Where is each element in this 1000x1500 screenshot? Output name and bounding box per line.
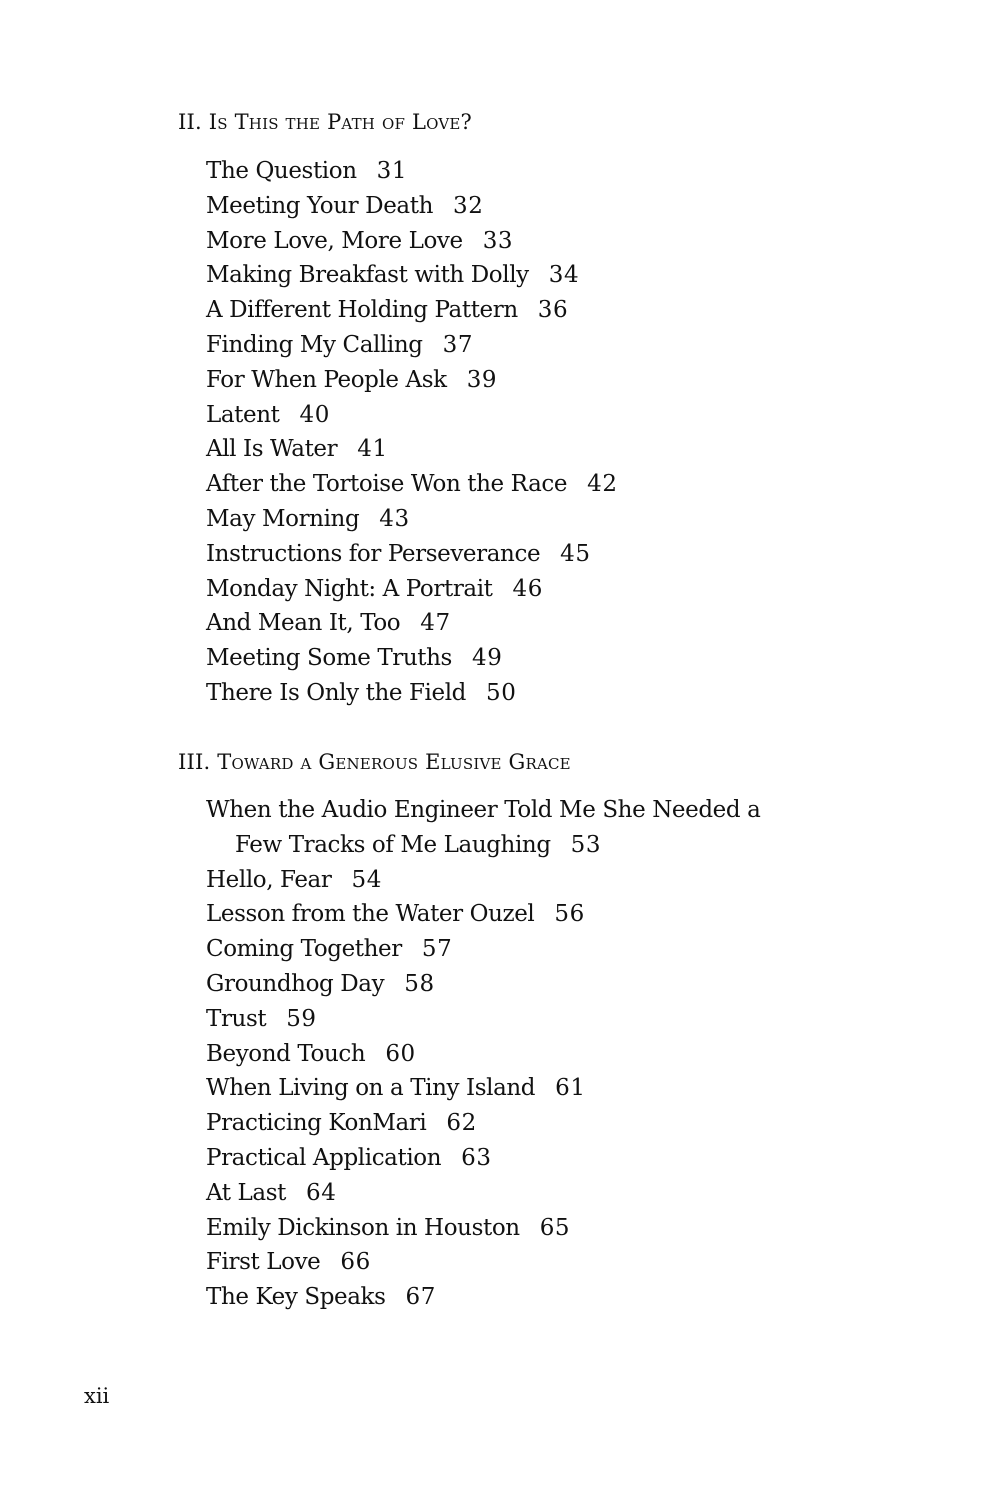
entry-title: And Mean It, Too	[206, 610, 401, 637]
entry-page-number: 65	[539, 1214, 571, 1241]
entry-page-number: 59	[286, 1005, 317, 1032]
toc-entry	[206, 641, 906, 676]
entry-page-number: 42	[587, 471, 618, 498]
entry-title: There Is Only the Field	[206, 679, 466, 706]
toc-entry	[206, 293, 906, 328]
entry-title: Instructions for Perseverance	[206, 540, 541, 567]
entry-page-number: 66	[340, 1249, 371, 1276]
toc-entry	[206, 967, 906, 1002]
entry-title-continuation	[206, 828, 906, 863]
toc-entry	[206, 154, 906, 189]
entry-page-number: 64	[306, 1179, 337, 1206]
entry-title: At Last	[206, 1179, 286, 1206]
entry-title: More Love, More Love	[206, 227, 463, 254]
toc-entry	[206, 328, 906, 363]
entry-page-number: 53	[570, 831, 602, 858]
entry-page-number: 33	[482, 227, 514, 254]
toc-entry	[206, 897, 906, 932]
toc-entry	[206, 537, 906, 572]
toc-entry	[206, 224, 906, 259]
entry-page-number: 62	[446, 1110, 477, 1137]
toc-entry	[206, 676, 906, 711]
entry-title: Few Tracks of Me Laughing	[235, 831, 551, 858]
entry-page-number: 31	[376, 158, 408, 184]
toc-entry	[206, 1141, 906, 1176]
toc-entry	[206, 467, 906, 502]
toc-entry	[206, 398, 906, 433]
section-heading: III. Toward a Generous Elusive Grace	[178, 750, 571, 774]
toc-entry	[206, 1106, 906, 1141]
toc-entry	[206, 1245, 906, 1280]
entry-title: The Question	[206, 158, 357, 184]
entry-page-number: 36	[537, 297, 569, 324]
entry-title: After the Tortoise Won the Race	[206, 471, 568, 498]
entry-title: Meeting Some Truths	[206, 645, 452, 672]
entry-page-number: 45	[560, 540, 591, 567]
entry-page-number: 56	[554, 901, 585, 928]
toc-entry	[206, 432, 906, 467]
toc-entry	[206, 793, 906, 863]
toc-entry	[206, 932, 906, 967]
entry-page-number: 40	[299, 401, 330, 428]
entry-title: Beyond Touch	[206, 1040, 366, 1067]
entry-page-number: 34	[548, 262, 580, 289]
entry-list	[206, 793, 906, 1315]
section-heading: II. Is This the Path of Love?	[178, 110, 472, 134]
entry-page-number: 61	[555, 1075, 586, 1102]
entry-page-number: 43	[379, 505, 410, 532]
entry-title: May Morning	[206, 505, 360, 532]
entry-page-number: 49	[471, 645, 503, 672]
toc-entry	[206, 1037, 906, 1072]
entry-page-number: 50	[486, 679, 517, 706]
toc-entry	[206, 1280, 906, 1315]
toc-entry	[206, 863, 906, 898]
toc-entry	[206, 1211, 906, 1246]
entry-title: Lesson from the Water Ouzel	[206, 901, 535, 928]
entry-page-number: 47	[420, 610, 451, 637]
entry-page-number: 37	[442, 331, 474, 358]
entry-title: Groundhog Day	[206, 970, 385, 997]
entry-title: Finding My Calling	[206, 331, 423, 358]
entry-title: When Living on a Tiny Island	[206, 1075, 536, 1102]
page-folio: xii	[84, 1384, 110, 1408]
entry-title: The Key Speaks	[206, 1284, 386, 1311]
entry-title: Coming Together	[206, 936, 402, 963]
entry-page-number: 58	[404, 970, 435, 997]
toc-entry	[206, 606, 906, 641]
entry-title: When the Audio Engineer Told Me She Needed a	[206, 797, 761, 823]
entry-title: Hello, Fear	[206, 866, 332, 893]
toc-entry	[206, 1176, 906, 1211]
entry-title: Making Breakfast with Dolly	[206, 262, 529, 289]
toc-entry	[206, 363, 906, 398]
entry-title: Monday Night: A Portrait	[206, 575, 493, 602]
entry-title: Emily Dickinson in Houston	[206, 1214, 520, 1241]
toc-entry	[206, 502, 906, 537]
toc-entry	[206, 1002, 906, 1037]
entry-title: All Is Water	[206, 436, 338, 463]
entry-page-number: 57	[421, 936, 453, 963]
entry-title: Meeting Your Death	[206, 192, 433, 219]
toc-entry	[206, 572, 906, 607]
entry-title: Latent	[206, 401, 280, 428]
entry-title: A Different Holding Pattern	[206, 297, 518, 324]
entry-title: Trust	[206, 1005, 267, 1032]
toc-entry	[206, 258, 906, 293]
entry-page-number: 60	[385, 1040, 416, 1067]
entry-page-number: 32	[453, 192, 484, 219]
entry-page-number: 46	[512, 575, 543, 602]
entry-title: Practical Application	[206, 1144, 442, 1171]
entry-title: First Love	[206, 1249, 321, 1276]
entry-page-number: 54	[351, 866, 382, 893]
toc-entry	[206, 1071, 906, 1106]
entry-page-number: 67	[405, 1284, 436, 1311]
entry-page-number: 39	[466, 366, 498, 393]
entry-title: For When People Ask	[206, 366, 447, 393]
entry-page-number: 41	[357, 436, 388, 463]
entry-page-number: 63	[461, 1144, 492, 1171]
entry-list	[206, 154, 906, 711]
toc-entry	[206, 189, 906, 224]
entry-title: Practicing KonMari	[206, 1110, 427, 1137]
